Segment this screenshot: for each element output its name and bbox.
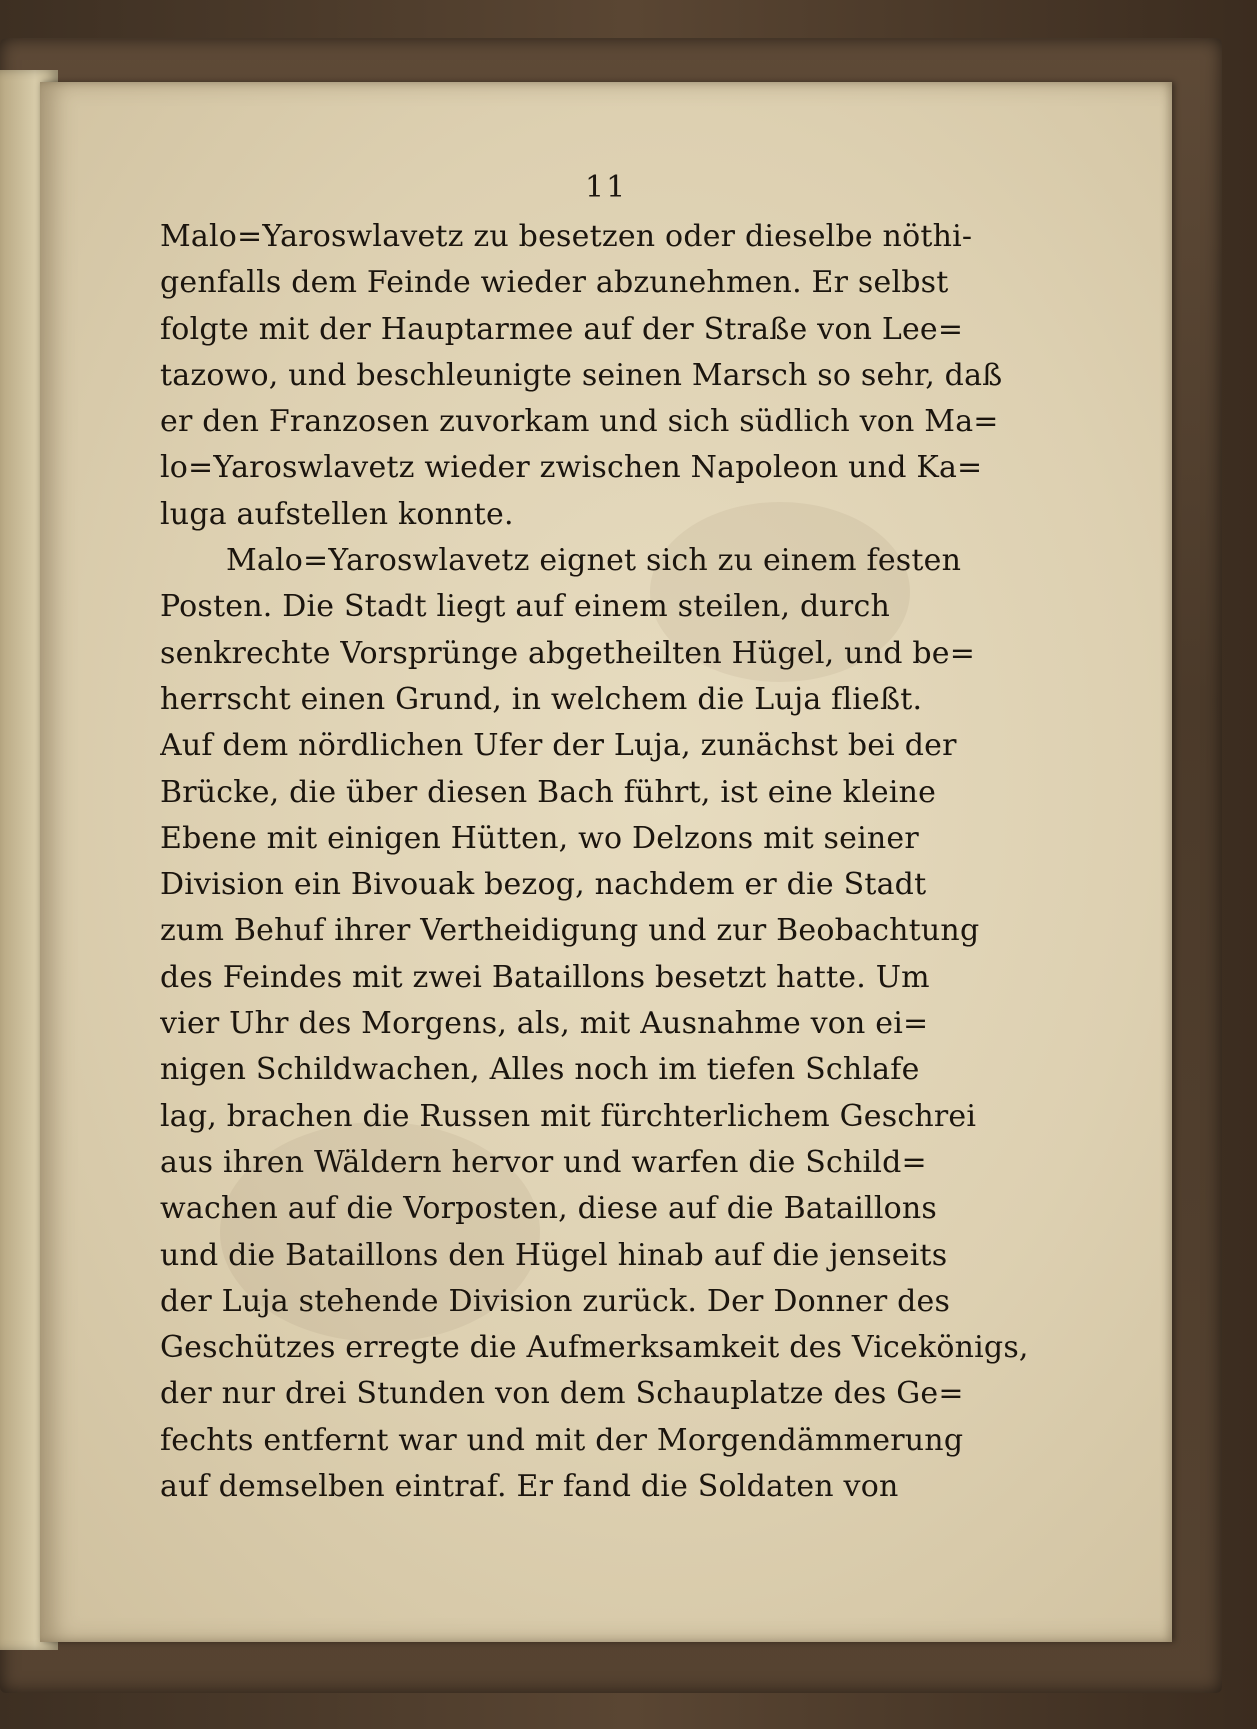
text-line: Posten. Die Stadt liegt auf einem steilen, durch <box>160 589 890 625</box>
text-line: zum Behuf ihrer Vertheidigung und zur Beobachtung <box>160 913 980 949</box>
text-line: Ebene mit einigen Hütten, wo Delzons mit seiner <box>160 820 919 856</box>
text-line: Malo=Yaroswlavetz eignet sich zu einem festen <box>226 543 962 579</box>
text-line: folgte mit der Hauptarmee auf der Straße von Lee= <box>160 311 964 347</box>
text-line: und die Bataillons den Hügel hinab auf die jenseits <box>160 1237 948 1273</box>
text-line: des Feindes mit zwei Bataillons besetzt hatte. Um <box>160 959 930 995</box>
text-line: Division ein Bivouak bezog, nachdem er die Stadt <box>160 867 927 903</box>
text-line: Brücke, die über diesen Bach führt, ist eine kleine <box>160 774 937 810</box>
text-line: lo=Yaroswlavetz wieder zwischen Napoleon und Ka= <box>160 450 983 486</box>
text-line: fechts entfernt war und mit der Morgendämmerung <box>160 1422 964 1458</box>
text-line: tazowo, und beschleunigte seinen Marsch so sehr, daß <box>160 357 1003 393</box>
text-line: herrscht einen Grund, in welchem die Luja fließt. <box>160 681 923 717</box>
text-line: vier Uhr des Morgens, als, mit Ausnahme von ei= <box>160 1006 929 1042</box>
text-line: senkrechte Vorsprünge abgetheilten Hügel, und be= <box>160 635 976 671</box>
text-line: wachen auf die Vorposten, diese auf die Bataillons <box>160 1191 938 1227</box>
text-line: luga aufstellen konnte. <box>160 496 514 532</box>
text-line: auf demselben eintraf. Er fand die Soldaten von <box>160 1469 899 1505</box>
text-line: Auf dem nördlichen Ufer der Luja, zunächst bei der <box>160 728 957 764</box>
page-number: 11 <box>585 170 628 205</box>
text-line: aus ihren Wäldern hervor und warfen die Schild= <box>160 1144 927 1180</box>
text-line: Malo=Yaroswlavetz zu besetzen oder dieselbe nöthi- <box>160 219 973 254</box>
body-text <box>160 214 1055 1510</box>
book-page <box>40 82 1172 1642</box>
text-line: nigen Schildwachen, Alles noch im tiefen Schlafe <box>160 1052 920 1088</box>
text-line: Geschützes erregte die Aufmerksamkeit des Vicekönigs, <box>160 1330 1029 1366</box>
text-line: der Luja stehende Division zurück. Der Donner des <box>160 1283 951 1319</box>
text-line: lag, brachen die Russen mit fürchterlichem Geschrei <box>160 1098 977 1134</box>
text-line: der nur drei Stunden von dem Schauplatze des Ge= <box>160 1376 964 1412</box>
text-line: genfalls dem Feinde wieder abzunehmen. Er selbst <box>160 265 949 301</box>
text-line: er den Franzosen zuvorkam und sich südlich von Ma= <box>160 404 999 440</box>
